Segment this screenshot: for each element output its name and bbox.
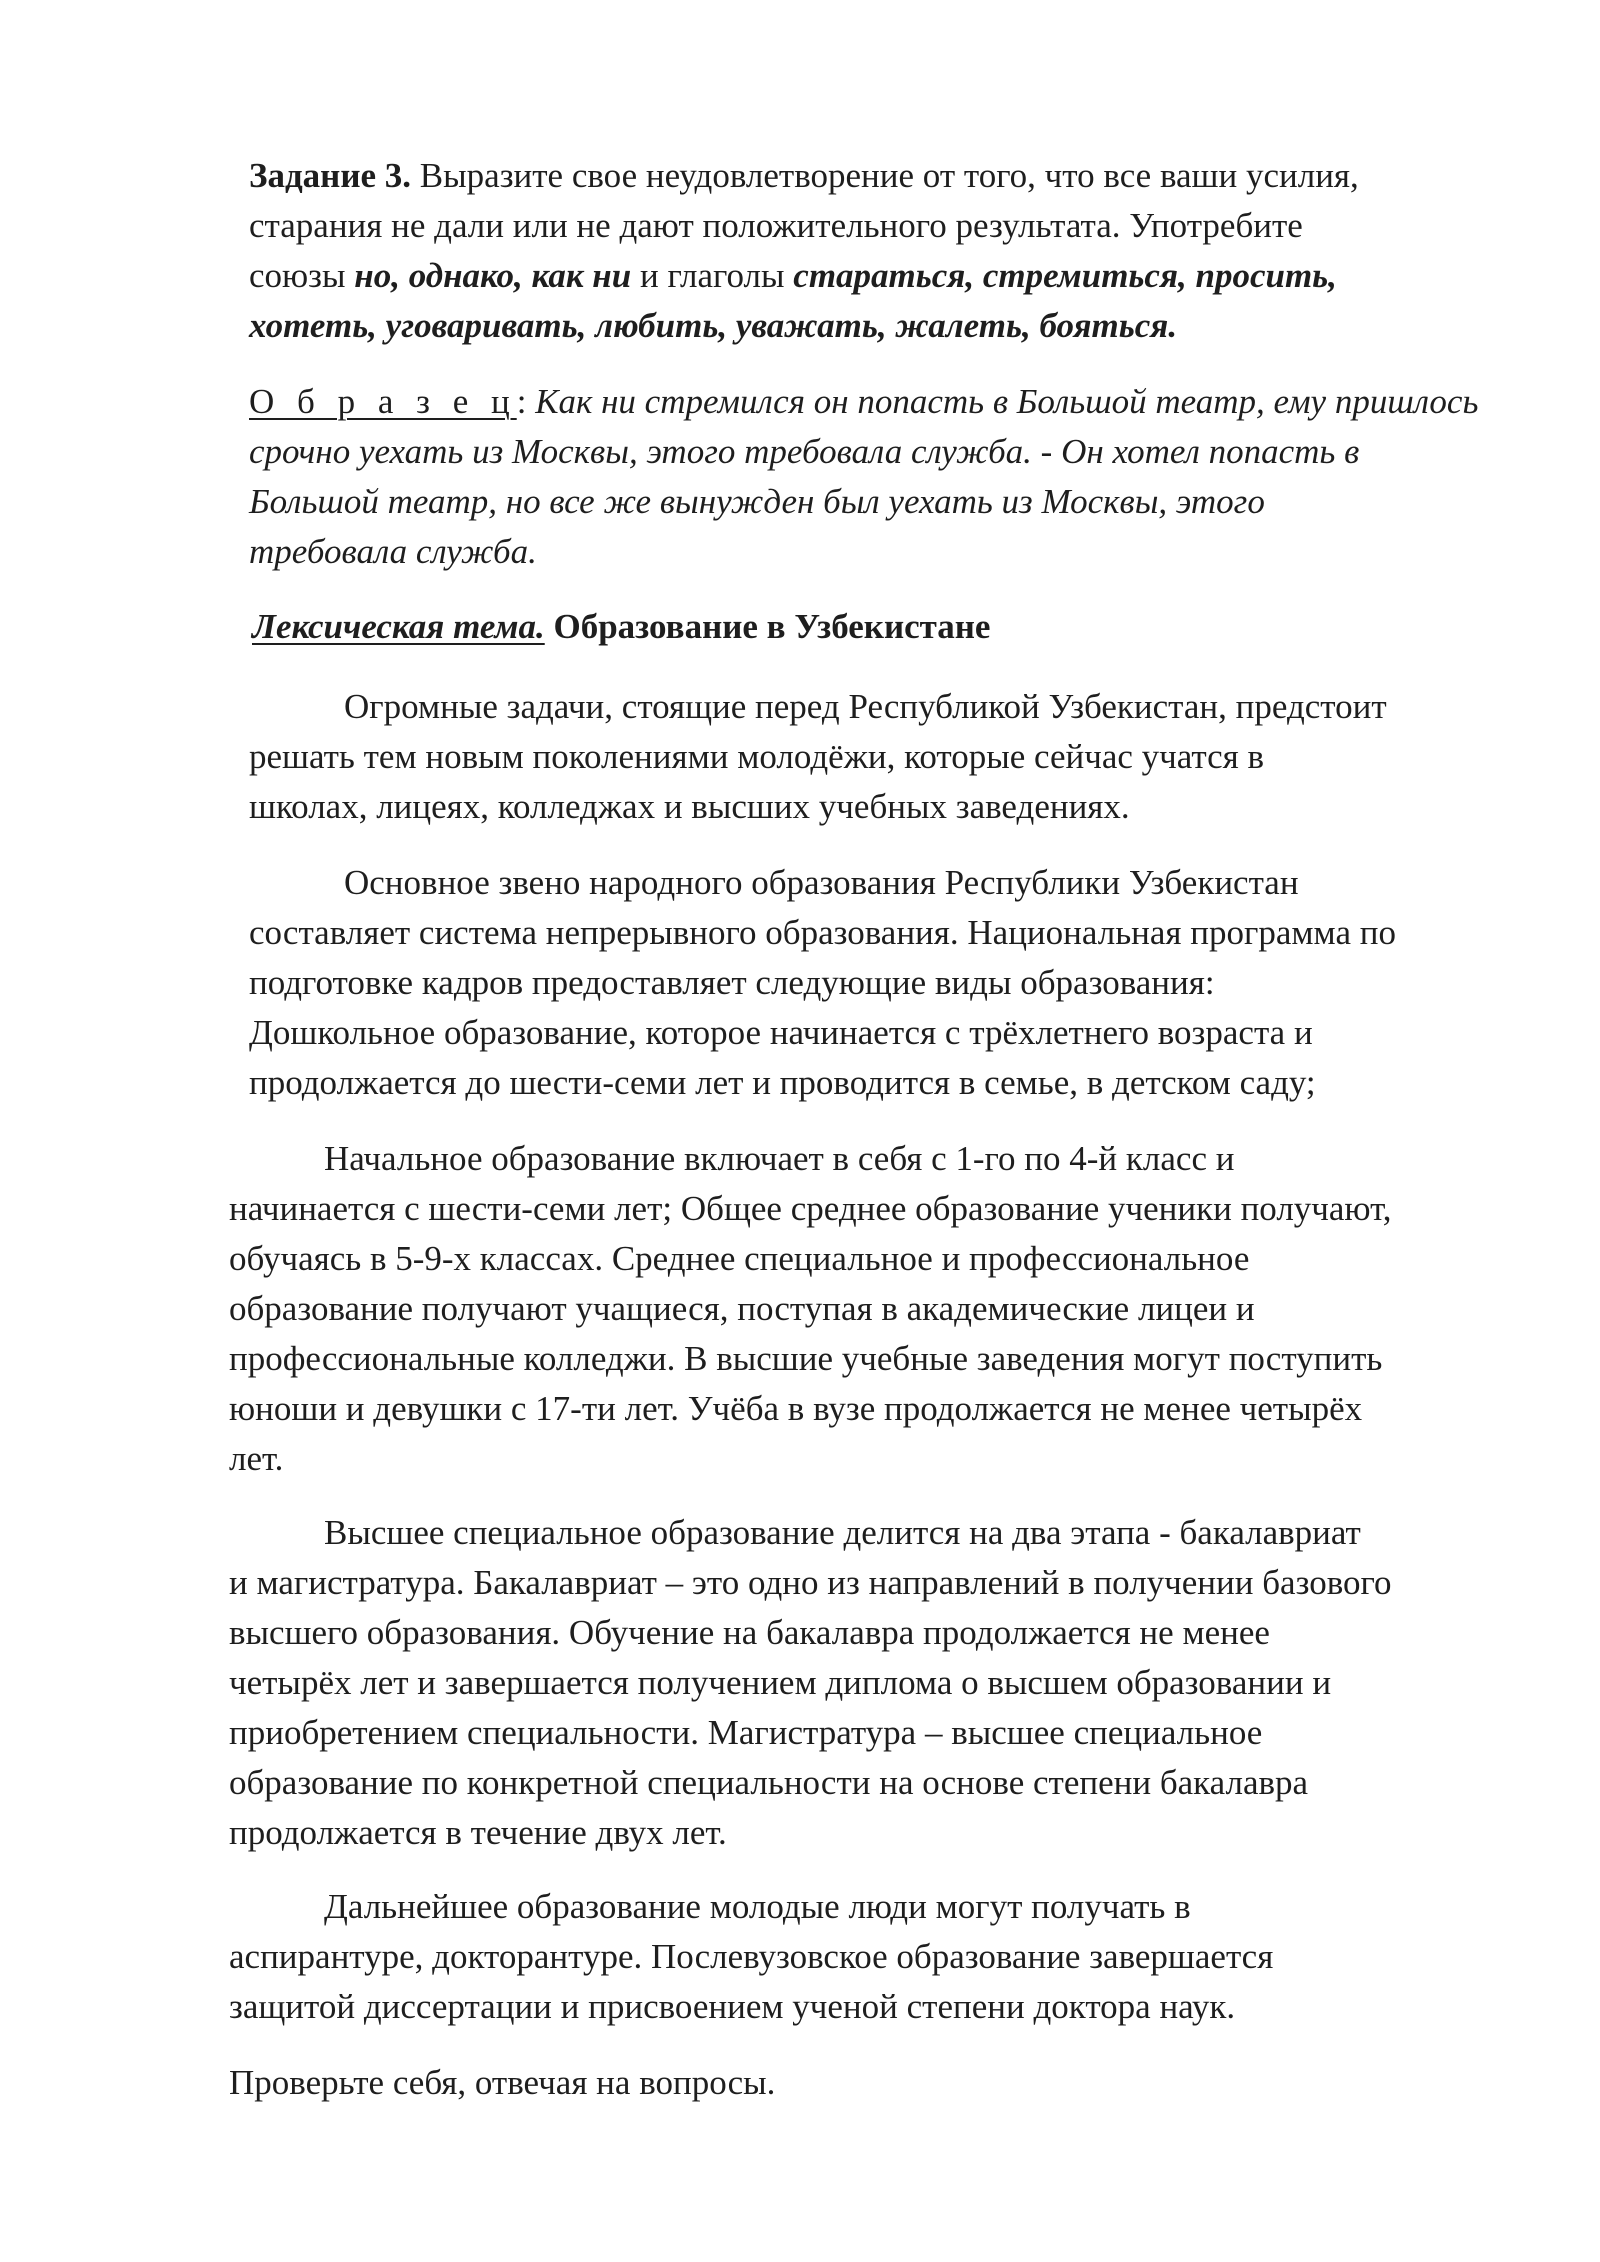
closing-line: Проверьте себя, отвечая на вопросы. bbox=[229, 2063, 776, 2102]
task-line-2: старания не дали или не дают положительного результата. Употребите bbox=[249, 206, 1303, 245]
paragraph-1: Огромные задачи, стоящие перед Республикой Узбекистан, предстоит решать тем новым поколениями молодёжи, которые сейчас учатся в школах, лицеях, колледжах и высших учебных заведениях. bbox=[249, 687, 1387, 826]
topic-heading bbox=[252, 602, 1552, 652]
sample-line-4: требовала служба. bbox=[249, 532, 537, 571]
topic-label: Лексическая тема. bbox=[252, 607, 545, 646]
paragraph-3: Начальное образование включает в себя с 1-го по 4-й класс и начинается с шести-семи лет; Общее среднее образование ученики получают, обучаясь в 5-9-х классах. Среднее специальное и профессиональное образование получают учащиеся, поступая в академические лицеи и профессиональные колледжи. В высшие учебные заведения могут поступить юноши и девушки с 17-ти лет. Учёба в вузе продолжается не менее четырёх лет. bbox=[229, 1139, 1392, 1478]
topic-title: Образование в Узбекистане bbox=[544, 607, 991, 646]
task-conjunctions: но, однако, как ни bbox=[354, 256, 632, 295]
paragraph-4: Высшее специальное образование делится на два этапа - бакалавриат и магистратура. Бакалавриат – это одно из направлений в получении базового высшего образования. Обучение на бакалавра продолжается не менее четырёх лет и завершается получением диплома о высшем образовании и приобретением специальности. Магистратура – высшее специальное образование по конкретной специальности на основе степени бакалавра продолжается в течение двух лет. bbox=[229, 1513, 1392, 1852]
task-label: Задание 3. bbox=[249, 156, 412, 195]
sample-line-2: срочно уехать из Москвы, этого требовала служба. - Он хотел попасть в bbox=[249, 432, 1360, 471]
sample-line-3: Большой театр, но все же вынужден был уехать из Москвы, этого bbox=[249, 482, 1265, 521]
task-line-1: Задание 3. Выразите свое неудовлетворение от того, что все ваши усилия, bbox=[249, 156, 1359, 195]
sample-block bbox=[249, 377, 1549, 577]
task-block bbox=[249, 151, 1549, 351]
sample-label: О б р а з е ц bbox=[249, 382, 517, 421]
paragraph-5: Дальнейшее образование молодые люди могут получать в аспирантуре, докторантуре. Послевузовское образование завершается защитой диссертации и присвоением ученой степени доктора наук. bbox=[229, 1887, 1274, 2026]
task-line-3: союзы но, однако, как ни и глаголы стараться, стремиться, просить, bbox=[249, 256, 1337, 295]
task-verbs: стараться, стремиться, просить, bbox=[793, 256, 1337, 295]
task-line-4: хотеть, уговаривать, любить, уважать, жалеть, бояться. bbox=[249, 306, 1178, 345]
sample-line-1: О б р а з е ц: Как ни стремился он попасть в Большой театр, ему пришлось bbox=[249, 382, 1479, 421]
paragraph-2: Основное звено народного образования Республики Узбекистан составляет система непрерывного образования. Национальная программа по подготовке кадров предоставляет следующие виды образования: Дошкольное образование, которое начинается с трёхлетнего возраста и продолжается до шести-семи лет и проводится в семье, в детском саду; bbox=[249, 863, 1396, 1102]
